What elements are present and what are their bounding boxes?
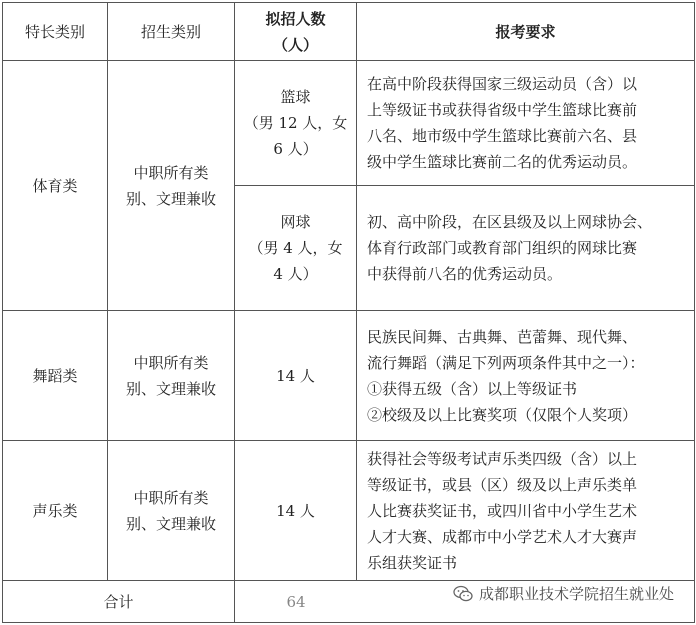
- quota-basketball-line1: （男 12 人，女: [243, 114, 348, 132]
- enroll-sports-line1: 中职所有类: [133, 163, 209, 182]
- quota-tennis-line2: 4 人）: [273, 265, 318, 283]
- enroll-sports: [108, 61, 235, 311]
- requirements-tennis: [357, 186, 695, 311]
- category-sports: 体育类: [3, 61, 108, 311]
- req-line: 在高中阶段获得国家三级运动员（含）以: [367, 75, 638, 93]
- header-enroll-type: 招生类别: [108, 3, 235, 61]
- requirements-basketball: [357, 61, 695, 186]
- enroll-vocal-line2: 别、文理兼收: [125, 514, 216, 533]
- row-basketball: [3, 61, 695, 186]
- total-label: 合计: [3, 581, 235, 623]
- row-vocal: [3, 441, 695, 581]
- quota-basketball: [235, 61, 357, 186]
- requirements-dance: [357, 311, 695, 441]
- watermark-text: 成都职业技术学院招生就业处: [478, 585, 674, 603]
- requirements-vocal: [357, 441, 695, 581]
- enroll-vocal-line1: 中职所有类: [133, 488, 209, 507]
- quota-basketball-line2: 6 人）: [273, 140, 318, 158]
- req-line: 初、高中阶段，在区县级及以上网球协会、: [367, 213, 653, 231]
- req-line: 上等级证书或获得省级中学生篮球比赛前: [367, 101, 638, 119]
- header-specialty: 特长类别: [3, 3, 108, 61]
- quota-tennis: [235, 186, 357, 311]
- req-line: 等级证书，或县（区）级及以上声乐类单: [367, 475, 638, 494]
- req-line: 流行舞蹈（满足下列两项条件其中之一）：: [367, 353, 645, 372]
- category-vocal: 声乐类: [3, 441, 108, 581]
- total-number: 64: [286, 592, 306, 611]
- header-row: [3, 3, 695, 61]
- quota-dance: 14 人: [235, 311, 357, 441]
- watermark: [453, 583, 674, 604]
- req-line: 级中学生篮球比赛前二名的优秀运动员。: [367, 153, 638, 171]
- req-line: 体育行政部门或教育部门组织的网球比赛: [367, 239, 638, 257]
- req-line: 获得社会等级考试声乐类四级（含）以上: [367, 449, 638, 468]
- header-quota: [235, 3, 357, 61]
- req-line: 人比赛获奖证书，或四川省中小学生艺术: [367, 501, 638, 520]
- req-line: 乐组获奖证书: [367, 553, 458, 572]
- header-quota-line2: （人）: [272, 35, 318, 54]
- wechat-icon: [453, 585, 473, 603]
- quota-tennis-line1: （男 4 人，女: [248, 239, 343, 257]
- enroll-dance: [108, 311, 235, 441]
- admission-table: [2, 2, 695, 623]
- req-line: ②校级及以上比赛奖项（仅限个人奖项）: [367, 405, 638, 424]
- quota-vocal: 14 人: [235, 441, 357, 581]
- enroll-dance-line2: 别、文理兼收: [125, 379, 216, 398]
- req-line: 人才大赛、成都市中小学艺术人才大赛声: [367, 527, 638, 546]
- enroll-vocal: [108, 441, 235, 581]
- row-dance: [3, 311, 695, 441]
- req-line: ①获得五级（含）以上等级证书: [367, 379, 578, 398]
- req-line: 中获得前八名的优秀运动员。: [367, 265, 563, 283]
- req-line: 民族民间舞、古典舞、芭蕾舞、现代舞、: [367, 327, 638, 346]
- sport-name-tennis: 网球: [280, 213, 311, 231]
- req-line: 八名、地市级中学生篮球比赛前六名、县: [367, 127, 638, 145]
- header-requirements: 报考要求: [357, 3, 695, 61]
- enroll-sports-line2: 别、文理兼收: [125, 189, 216, 208]
- category-dance: 舞蹈类: [3, 311, 108, 441]
- header-quota-line1: 拟招人数: [265, 9, 326, 28]
- sport-name-basketball: 篮球: [280, 88, 311, 106]
- enroll-dance-line1: 中职所有类: [133, 353, 209, 372]
